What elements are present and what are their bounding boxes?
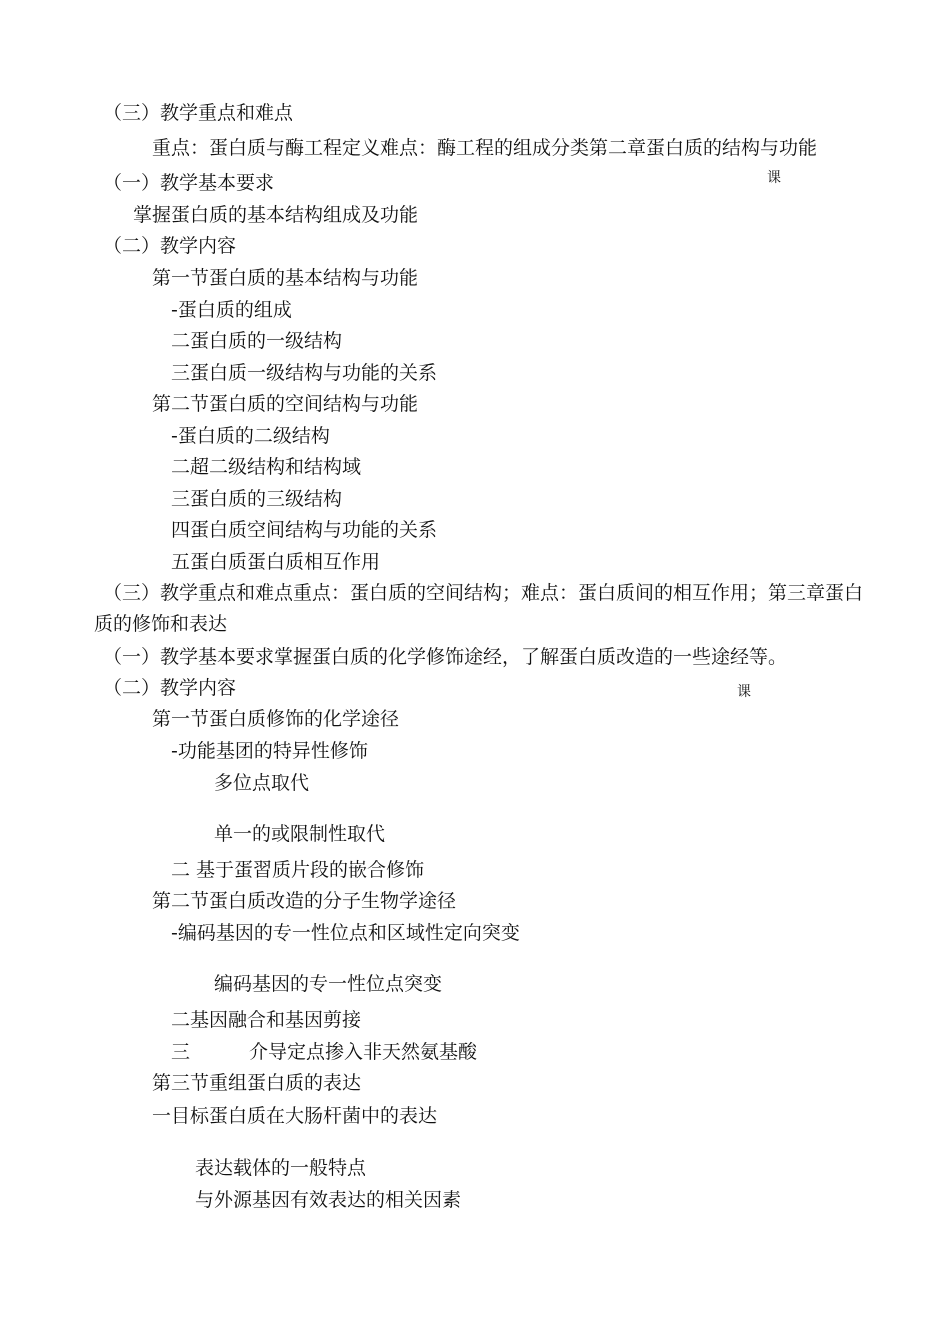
subsection-heading: 第三节重组蛋白质的表达 [152, 1072, 362, 1094]
paragraph: 掌握蛋白质的基本结构组成及功能 [133, 204, 419, 226]
section-heading: （二）教学内容 [103, 677, 237, 699]
list-item: 四蛋白质空间结构与功能的关系 [171, 519, 438, 541]
section-heading: （三）教学重点和难点 [103, 102, 294, 124]
list-item: 二 基于蛋習质片段的嵌合修饰 [171, 859, 425, 881]
list-item: 单一的或限制性取代 [214, 823, 386, 845]
subsection-heading: 第一节蛋白质的基本结构与功能 [152, 267, 419, 289]
list-item: 与外源基因有效表达的相关因素 [195, 1189, 462, 1211]
section-heading: （一）教学基本要求 [103, 172, 275, 194]
subsection-heading: 第二节蛋白质改造的分子生物学途径 [152, 890, 457, 912]
list-item: -蛋白质的组成 [171, 299, 292, 321]
subsection-heading: 第二节蛋白质的空间结构与功能 [152, 393, 419, 415]
margin-note: 课 [737, 684, 751, 700]
subsection-heading: 第一节蛋白质修饰的化学途径 [152, 708, 400, 730]
paragraph: 质的修饰和表达 [94, 613, 228, 635]
list-item: -功能基团的特异性修饰 [171, 740, 368, 762]
margin-note: 课 [767, 170, 781, 186]
list-item: 编码基因的专一性位点突变 [214, 973, 443, 995]
list-item: 三蛋白质的三级结构 [171, 488, 343, 510]
list-item: 表达载体的一般特点 [195, 1157, 367, 1179]
list-item: -蛋白质的二级结构 [171, 425, 330, 447]
list-item-number: 三 [171, 1041, 191, 1063]
list-item: 二蛋白质的一级结构 [171, 330, 343, 352]
list-item: 三蛋白质一级结构与功能的关系 [171, 362, 438, 384]
list-item: 介导定点掺入非天然氨基酸 [249, 1041, 478, 1063]
list-item: 二超二级结构和结构域 [171, 456, 362, 478]
list-item: 一目标蛋白质在大肠杆菌中的表达 [152, 1105, 438, 1127]
list-item: 二基因融合和基因剪接 [171, 1009, 362, 1031]
list-item: 多位点取代 [214, 772, 310, 794]
list-item: 五蛋白质蛋白质相互作用 [171, 551, 381, 573]
section-heading: （三）教学重点和难点重点：蛋白质的空间结构；难点：蛋白质间的相互作用；第三章蛋白 [103, 582, 864, 604]
section-heading: （一）教学基本要求掌握蛋白质的化学修饰途经，了解蛋白质改造的一些途经等。 [103, 646, 788, 668]
paragraph: 重点：蛋白质与酶工程定义难点：酶工程的组成分类第二章蛋白质的结构与功能 [152, 137, 818, 159]
list-item: -编码基因的专一性位点和区域性定向突变 [171, 922, 520, 944]
section-heading: （二）教学内容 [103, 235, 237, 257]
